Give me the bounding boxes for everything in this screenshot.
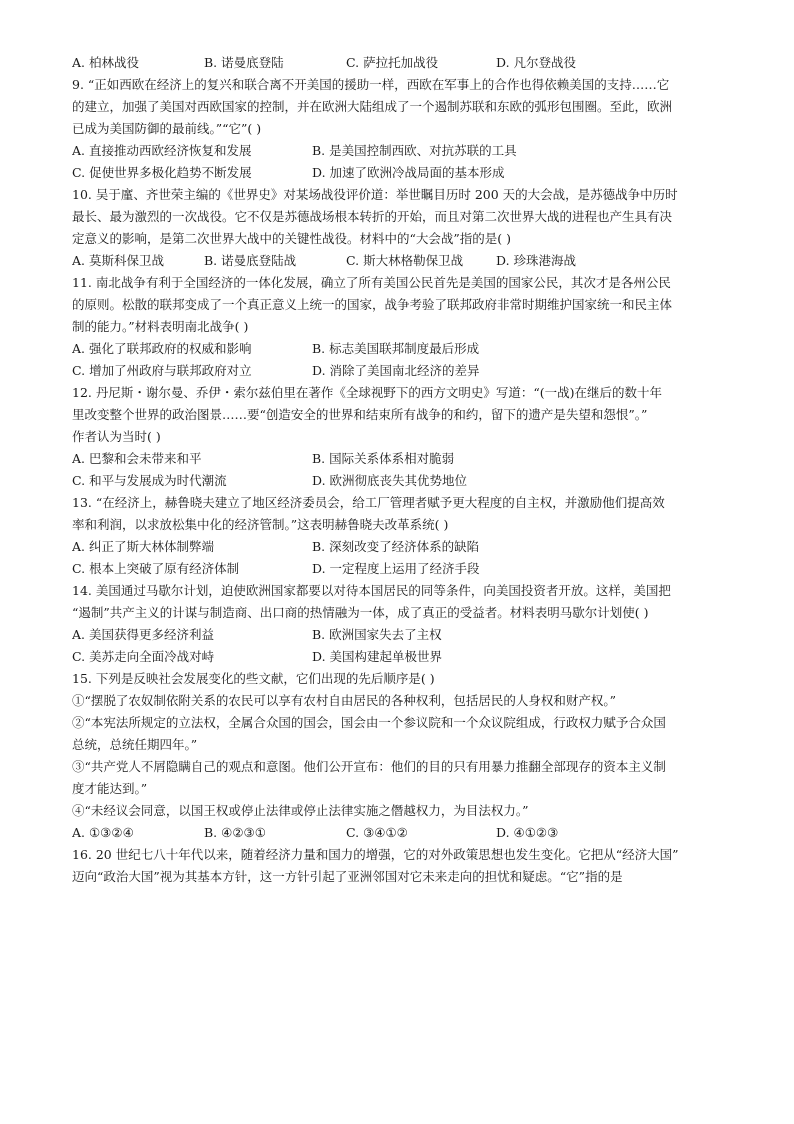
q15-document-item: 总统，总统任期四年。” xyxy=(72,737,198,752)
exam-page xyxy=(72,52,732,888)
q10-stem-line: 定意义的影响，是第二次世界大战中的关键性战役。材料中的“大会战”指的是( ) xyxy=(72,231,512,246)
question-14 xyxy=(72,580,732,668)
q15-document-item: 度才能达到。” xyxy=(72,781,148,796)
q11-option-a[interactable]: A. 强化了联邦政府的权威和影响 xyxy=(72,341,252,356)
q15-option-a[interactable]: A. ①③②④ xyxy=(72,825,134,840)
q13-option-b[interactable]: B. 深刻改变了经济体系的缺陷 xyxy=(312,539,480,554)
q11-stem-line: 的原则。松散的联邦变成了一个真正意义上统一的国家，战争考验了联邦政府非常时期维护国家统一和民主体 xyxy=(72,297,673,312)
q13-option-c[interactable]: C. 根本上突破了原有经济体制 xyxy=(72,561,240,576)
q14-options-row xyxy=(72,624,732,646)
q10-option-b[interactable]: B. 诺曼底登陆战 xyxy=(204,253,297,268)
q10-stem-line: 最长、最为激烈的一次战役。它不仅是苏德战场根本转折的开始，而且对第二次世界大战的进程也产生具有决 xyxy=(72,209,673,224)
q12-options-row xyxy=(72,470,732,492)
q10-option-c[interactable]: C. 斯大林格勒保卫战 xyxy=(346,253,464,268)
q9-options-row xyxy=(72,162,732,184)
question-9 xyxy=(72,74,732,184)
q8-option-b[interactable]: B. 诺曼底登陆 xyxy=(204,55,284,70)
q15-document-item: ②“本宪法所规定的立法权，全属合众国的国会，国会由一个参议院和一个众议院组成，行政权力赋予合众国 xyxy=(72,715,666,730)
q13-stem-line: 13. “在经济上，赫鲁晓夫建立了地区经济委员会，给工厂管理者赋予更大程度的自主权，并激励他们提高效 xyxy=(72,495,665,510)
q15-option-d[interactable]: D. ④①②③ xyxy=(496,825,559,840)
q9-stem-line: 已成为美国防御的最前线。”“它”( ) xyxy=(72,121,262,136)
q10-stem-line: 10. 吴于廑、齐世荣主编的《世界史》对某场战役评价道：举世瞩目历时 200 天的大会战，是苏德战争中历时 xyxy=(72,187,678,202)
q13-stem-line: 率和利润，以求放松集中化的经济管制。”这表明赫鲁晓夫改革系统( ) xyxy=(72,517,449,532)
q9-option-a[interactable]: A. 直接推动西欧经济恢复和发展 xyxy=(72,143,252,158)
q13-options-row xyxy=(72,536,732,558)
q16-stem-line: 迈向“政治大国”视为其基本方针，这一方针引起了亚洲邻国对它未来走向的担忧和疑虑。“它”指的是 xyxy=(72,869,623,884)
q12-options-row xyxy=(72,448,732,470)
q9-stem-line: 的建立，加强了美国对西欧国家的控制，并在欧洲大陆组成了一个遏制苏联和东欧的弧形包围圈。至此，欧洲 xyxy=(72,99,673,114)
q13-option-d[interactable]: D. 一定程度上运用了经济手段 xyxy=(312,561,480,576)
q11-option-b[interactable]: B. 标志美国联邦制度最后形成 xyxy=(312,341,480,356)
q8-option-d[interactable]: D. 凡尔登战役 xyxy=(496,55,577,70)
q15-document-item: ④“未经议会同意，以国王权或停止法律或停止法律实施之僭越权力，为目法权力。” xyxy=(72,803,529,818)
q14-option-c[interactable]: C. 美苏走向全面冷战对峙 xyxy=(72,649,215,664)
q11-stem-line: 11. 南北战争有利于全国经济的一体化发展，确立了所有美国公民首先是美国的国家公民，其次才是各州公民 xyxy=(72,275,671,290)
q11-options-row xyxy=(72,360,732,382)
q12-option-b[interactable]: B. 国际关系体系相对脆弱 xyxy=(312,451,455,466)
q10-options xyxy=(72,250,732,272)
q12-option-c[interactable]: C. 和平与发展成为时代潮流 xyxy=(72,473,227,488)
question-10 xyxy=(72,184,732,272)
q10-option-d[interactable]: D. 珍珠港海战 xyxy=(496,253,577,268)
question-15 xyxy=(72,668,732,844)
q16-stem-line: 16. 20 世纪七八十年代以来，随着经济力量和国力的增强，它的对外政策思想也发生变化。它把从“经济大国” xyxy=(72,847,679,862)
q12-option-d[interactable]: D. 欧洲彻底丧失其优势地位 xyxy=(312,473,468,488)
q15-option-b[interactable]: B. ④②③① xyxy=(204,825,266,840)
q8-option-a[interactable]: A. 柏林战役 xyxy=(72,55,139,70)
q14-option-b[interactable]: B. 欧洲国家失去了主权 xyxy=(312,627,442,642)
q15-option-c[interactable]: C. ③④①② xyxy=(346,825,408,840)
q12-stem-line: 12. 丹尼斯・谢尔曼、乔伊・索尔兹伯里在著作《全球视野下的西方文明史》写道：“(一战)在继后的数十年 xyxy=(72,385,662,400)
q13-option-a[interactable]: A. 纠正了斯大林体制弊端 xyxy=(72,539,214,554)
q14-options-row xyxy=(72,646,732,668)
question-16 xyxy=(72,844,732,888)
q13-options-row xyxy=(72,558,732,580)
q12-stem-line: 里改变整个世界的政治图景……要“创造安全的世界和结束所有战争的和约，留下的遗产是失望和怨恨”。” xyxy=(72,407,648,422)
question-11 xyxy=(72,272,732,382)
q14-stem-line: 14. 美国通过马歇尔计划，迫使欧洲国家都要以对待本国居民的同等条件，向美国投资者开放。这样，美国把 xyxy=(72,583,671,598)
q11-option-c[interactable]: C. 增加了州政府与联邦政府对立 xyxy=(72,363,252,378)
q15-document-item: ①“摆脱了农奴制依附关系的农民可以享有农村自由居民的各种权利，包括居民的人身权和财产权。” xyxy=(72,693,617,708)
question-12 xyxy=(72,382,732,492)
q14-option-a[interactable]: A. 美国获得更多经济利益 xyxy=(72,627,214,642)
q11-stem-line: 制的能力。”材料表明南北战争( ) xyxy=(72,319,249,334)
q9-options-row xyxy=(72,140,732,162)
q9-option-d[interactable]: D. 加速了欧洲冷战局面的基本形成 xyxy=(312,165,505,180)
q9-option-c[interactable]: C. 促使世界多极化趋势不断发展 xyxy=(72,165,252,180)
q8-option-c[interactable]: C. 萨拉托加战役 xyxy=(346,55,439,70)
q11-option-d[interactable]: D. 消除了美国南北经济的差异 xyxy=(312,363,480,378)
question-13 xyxy=(72,492,732,580)
q8-options xyxy=(72,52,732,74)
q12-stem-line: 作者认为当时( ) xyxy=(72,429,161,444)
q10-option-a[interactable]: A. 莫斯科保卫战 xyxy=(72,253,164,268)
q15-stem-line: 15. 下列是反映社会发展变化的些文献，它们出现的先后顺序是( ) xyxy=(72,671,435,686)
q15-options xyxy=(72,822,732,844)
q11-options-row xyxy=(72,338,732,360)
q15-document-item: ③“共产党人不屑隐瞒自己的观点和意图。他们公开宣布：他们的目的只有用暴力推翻全部现存的资本主义制 xyxy=(72,759,666,774)
q9-stem-line: 9. “正如西欧在经济上的复兴和联合离不开美国的援助一样，西欧在军事上的合作也得依赖美国的支持……它 xyxy=(72,77,670,92)
q12-option-a[interactable]: A. 巴黎和会未带来和平 xyxy=(72,451,202,466)
q9-option-b[interactable]: B. 是美国控制西欧、对抗苏联的工具 xyxy=(312,143,517,158)
q14-option-d[interactable]: D. 美国构建起单极世界 xyxy=(312,649,443,664)
q14-stem-line: “遏制”共产主义的计谋与制造商、出口商的热情融为一体，成了真正的受益者。材料表明马歇尔计划使( ) xyxy=(72,605,649,620)
